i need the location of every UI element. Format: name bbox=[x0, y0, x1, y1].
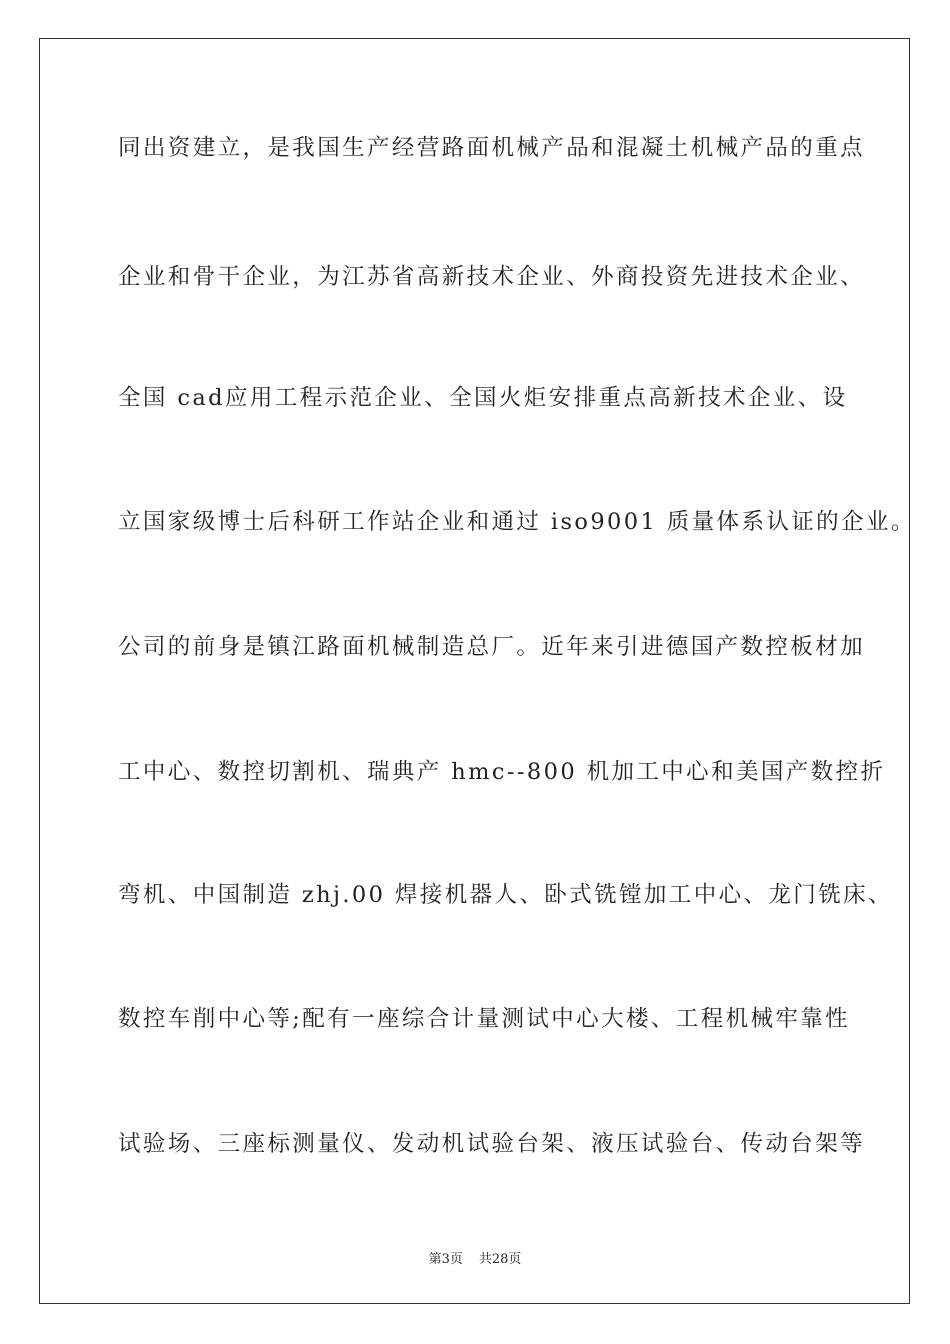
text-line-9: 试验场、三座标测量仪、发动机试验台架、液压试验台、传动台架等 bbox=[118, 1131, 866, 1157]
page-total: 共28页 bbox=[478, 1252, 522, 1267]
text-line-4: 立国家级博士后科研工作站企业和通过 iso9001 质量体系认证的企业。 bbox=[118, 509, 916, 535]
page-footer bbox=[0, 1248, 950, 1267]
page-number: 第3页 bbox=[428, 1252, 463, 1267]
text-line-8: 数控车削中心等;配有一座综合计量测试中心大楼、工程机械牢靠性 bbox=[118, 1006, 851, 1032]
text-line-3: 全国 cad应用工程示范企业、全国火炬安排重点高新技术企业、设 bbox=[118, 385, 848, 411]
text-line-1: 同出资建立，是我国生产经营路面机械产品和混凝土机械产品的重点 bbox=[118, 135, 866, 161]
text-line-7: 弯机、中国制造 zhj.00 焊接机器人、卧式铣镗加工中心、龙门铣床、 bbox=[118, 882, 893, 908]
text-line-6: 工中心、数控切割机、瑞典产 hmc--800 机加工中心和美国产数控折 bbox=[118, 759, 886, 785]
text-line-5: 公司的前身是镇江路面机械制造总厂。近年来引进德国产数控板材加 bbox=[118, 634, 866, 660]
page-border bbox=[39, 38, 910, 1304]
text-line-2: 企业和骨干企业，为江苏省高新技术企业、外商投资先进技术企业、 bbox=[118, 264, 866, 290]
